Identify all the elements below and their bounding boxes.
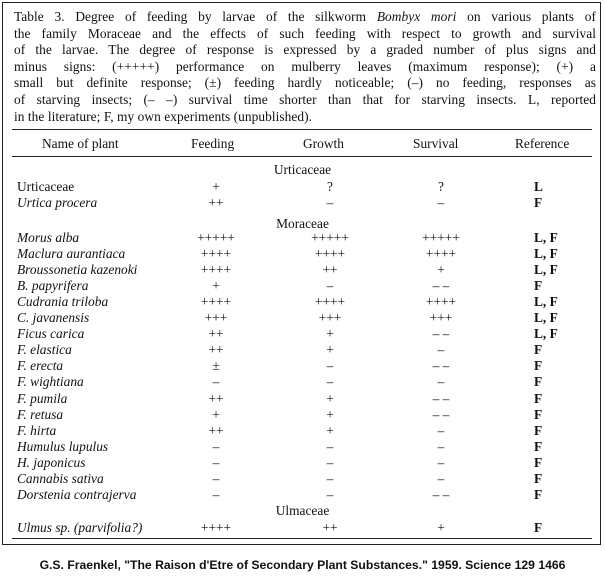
growth-cell: + [326, 390, 334, 406]
growth-cell: ++++ [314, 246, 346, 262]
table-row [0, 455, 605, 471]
table-row [0, 342, 605, 358]
reference-cell: L, F [534, 310, 558, 326]
reference-cell: L [534, 179, 543, 194]
table-row [0, 423, 605, 439]
plant-name-cell: F. erecta [17, 358, 64, 374]
plant-name-cell: C. javanensis [17, 310, 90, 326]
column-header-reference: Reference [515, 136, 570, 151]
table-row [0, 262, 605, 278]
plant-name-cell: B. papyrifera [17, 278, 89, 294]
survival-cell: ++++ [425, 294, 457, 310]
feeding-cell: ++ [208, 342, 224, 358]
table-row [0, 246, 605, 262]
header-bottom-rule [12, 156, 592, 157]
table-row [0, 374, 605, 390]
column-header-feeding: Feeding [191, 136, 235, 151]
feeding-cell: + [212, 179, 220, 194]
growth-cell: + [326, 422, 334, 438]
feeding-cell: – [212, 454, 220, 470]
table-row [0, 294, 605, 310]
caption-line: minus signs: (+++++) performance on mulberry leaves (maximum response); (+) a [14, 58, 596, 74]
reference-cell: F [534, 520, 543, 535]
reference-cell: F [534, 358, 543, 374]
survival-cell: – [437, 374, 445, 390]
survival-cell: – – [432, 358, 450, 374]
survival-cell: – – [432, 486, 450, 502]
feeding-cell: ++++ [200, 246, 232, 262]
table-row [0, 487, 605, 503]
header-top-rule [12, 129, 592, 130]
family-group-title: Moraceae [276, 216, 329, 231]
feeding-cell: +++ [204, 310, 228, 326]
growth-cell: – [326, 454, 334, 470]
caption-line: of starving insects; (– –) survival time shorter than that for starving insects. L, reported [14, 91, 596, 107]
reference-cell: L, F [534, 294, 558, 310]
column-header-survival: Survival [413, 136, 459, 151]
plant-name-cell: Urtica procera [17, 195, 98, 211]
growth-cell: – [326, 470, 334, 486]
table-row [0, 391, 605, 407]
caption-line: small but definite response; (±) feeding hardly noticeable; (–) no feeding, responses as [14, 75, 596, 91]
table-row [0, 471, 605, 487]
survival-cell: – [437, 470, 445, 486]
growth-cell: + [326, 342, 334, 358]
survival-cell: + [437, 262, 445, 278]
reference-cell: F [534, 342, 543, 358]
plant-name-cell: Humulus lupulus [17, 438, 109, 454]
reference-cell: F [534, 470, 543, 486]
reference-cell: F [534, 438, 543, 454]
table-row [0, 230, 605, 246]
reference-cell: F [534, 454, 543, 470]
feeding-cell: ++++ [200, 520, 232, 535]
caption-species-name: Bombyx mori [376, 9, 457, 24]
feeding-cell: – [212, 470, 220, 486]
plant-name-cell: H. japonicus [17, 454, 86, 470]
survival-cell: – [437, 195, 445, 211]
table-caption [14, 9, 596, 125]
column-header-growth: Growth [303, 136, 344, 151]
growth-cell: ++ [322, 520, 338, 535]
survival-cell: + [437, 520, 445, 535]
table-row [0, 179, 605, 195]
family-group-title: Urticaceae [273, 162, 332, 177]
survival-cell: – – [432, 278, 450, 294]
growth-cell: – [326, 486, 334, 502]
table-bottom-rule [12, 538, 592, 539]
plant-name-cell: F. retusa [17, 406, 64, 422]
plant-name-cell: F. hirta [17, 422, 57, 438]
growth-cell: – [326, 358, 334, 374]
reference-cell: F [534, 390, 543, 406]
plant-name-cell: Ulmus sp. (parvifolia?) [17, 520, 143, 535]
survival-cell: – – [432, 406, 450, 422]
table-row [0, 310, 605, 326]
feeding-cell: ++++ [200, 294, 232, 310]
growth-cell: + [326, 406, 334, 422]
plant-name-cell: F. elastica [17, 342, 72, 358]
table-row [0, 326, 605, 342]
reference-cell: F [534, 195, 543, 211]
plant-name-cell: Cudrania triloba [17, 294, 109, 310]
family-group-title: Ulmaceae [275, 503, 330, 518]
table-row [0, 195, 605, 211]
growth-cell: +++ [318, 310, 342, 326]
growth-cell: – [326, 278, 334, 294]
caption-line: Table 3. Degree of feeding by larvae of the silkworm Bombyx mori on various plants of [14, 9, 596, 24]
growth-cell: – [326, 195, 334, 211]
survival-cell: ++++ [425, 246, 457, 262]
plant-name-cell: F. wightiana [17, 374, 84, 390]
table-row [0, 278, 605, 294]
feeding-cell: ++++ [200, 262, 232, 278]
feeding-cell: ++ [208, 390, 224, 406]
caption-line: the family Moraceae and the effects of such feeding with respect to growth and survival [14, 25, 596, 41]
plant-name-cell: Maclura aurantiaca [17, 246, 126, 262]
growth-cell: – [326, 438, 334, 454]
source-credit: G.S. Fraenkel, "The Raison d'Etre of Secondary Plant Substances." 1959. Science 129 1466 [39, 558, 566, 572]
plant-name-cell: Ficus carica [17, 326, 85, 342]
table-row [0, 439, 605, 455]
survival-cell: – – [432, 326, 450, 342]
feeding-cell: + [212, 406, 220, 422]
reference-cell: L, F [534, 326, 558, 342]
survival-cell: +++ [429, 310, 453, 326]
reference-cell: L, F [534, 262, 558, 278]
column-header-name: Name of plant [42, 136, 119, 151]
table-row [0, 358, 605, 374]
table-row [0, 407, 605, 423]
survival-cell: – [437, 422, 445, 438]
plant-name-cell: Urticaceae [17, 179, 75, 194]
growth-cell: + [326, 326, 334, 342]
plant-name-cell: Cannabis sativa [17, 470, 104, 486]
feeding-cell: ± [212, 358, 220, 374]
feeding-cell: + [212, 278, 220, 294]
reference-cell: F [534, 422, 543, 438]
growth-cell: – [326, 374, 334, 390]
caption-line: of the larvae. The degree of response is expressed by a graded number of plus signs and [14, 42, 596, 58]
feeding-cell: ++ [208, 326, 224, 342]
growth-cell: ++ [322, 262, 338, 278]
feeding-cell: ++ [208, 195, 224, 211]
growth-cell: ? [327, 179, 333, 194]
reference-cell: L, F [534, 246, 558, 262]
growth-cell: +++++ [311, 230, 349, 245]
caption-line: in the literature; F, my own experiments (unpublished). [14, 108, 313, 124]
plant-name-cell: Morus alba [17, 230, 80, 245]
feeding-cell: – [212, 374, 220, 390]
reference-cell: L, F [534, 230, 558, 245]
survival-cell: – [437, 438, 445, 454]
survival-cell: – [437, 454, 445, 470]
plant-name-cell: Dorstenia contrajerva [17, 486, 137, 502]
plant-name-cell: F. pumila [17, 390, 68, 406]
table-row [0, 520, 605, 536]
growth-cell: ++++ [314, 294, 346, 310]
feeding-cell: – [212, 486, 220, 502]
reference-cell: F [534, 374, 543, 390]
survival-cell: ? [438, 179, 444, 194]
reference-cell: F [534, 278, 543, 294]
reference-cell: F [534, 486, 543, 502]
survival-cell: – [437, 342, 445, 358]
survival-cell: – – [432, 390, 450, 406]
survival-cell: +++++ [422, 230, 460, 245]
plant-name-cell: Broussonetia kazenoki [17, 262, 138, 278]
reference-cell: F [534, 406, 543, 422]
feeding-cell: – [212, 438, 220, 454]
feeding-cell: +++++ [197, 230, 235, 245]
feeding-cell: ++ [208, 422, 224, 438]
